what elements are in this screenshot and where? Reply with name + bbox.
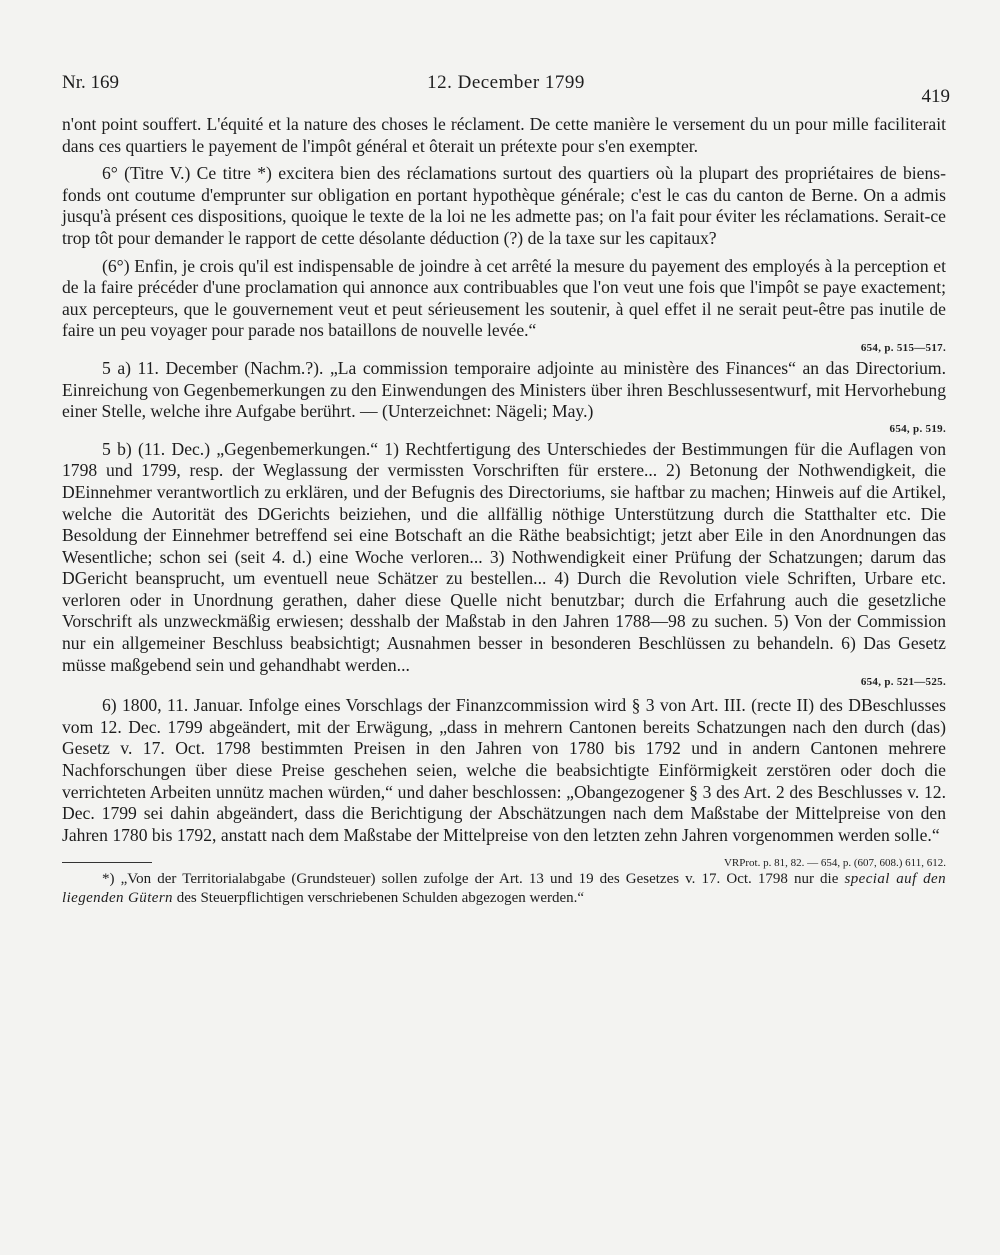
- archive-reference: 654, p. 515—517.: [860, 341, 946, 354]
- archive-reference: 654, p. 521—525.: [860, 676, 946, 689]
- page-header: [62, 72, 950, 107]
- paragraph-continuation: n'ont point souffert. L'équité et la nature des choses le réclament. De cette manière le versement du un pour mille faciliterait dans ces quartiers le payement de l'impôt général et ôterait un prétexte pour s'en exempter.: [62, 114, 946, 156]
- document-number: Nr. 169: [62, 72, 119, 93]
- footnote: [62, 870, 946, 908]
- source-reference: VRProt. p. 81, 82. — 654, p. (607, 608.) 611, 612.: [723, 857, 946, 870]
- page-body: [62, 114, 946, 908]
- footnote-emphasis: special auf den liegenden Gütern: [62, 871, 947, 907]
- footnote-text: „Von der Territorialabgabe (Grundsteuer) sollen zufolge der Art. 13 und 19 des Gesetzes v. 17. Oct. 1798 nur die: [120, 871, 839, 888]
- paragraph-5a: 5 a) 11. December (Nachm.?). „La commission temporaire adjointe au ministère des Finances“ an das Directorium. Einreichung von Gegenbemerkungen zu den Einwendungen des Ministers über ihren Beschlussesentwurf, mit Hervorhebung einer Stelle, welche ihre Aufgabe berührt. — (Unterzeichnet: Nägeli; May.): [62, 357, 946, 422]
- page-number: 419: [921, 86, 950, 107]
- paragraph-enfin: (6°) Enfin, je crois qu'il est indispensable de joindre à cet arrêté la mesure du payement des employés à la perception et de la faire précéder d'une proclamation qui annonce aux contribuables que l'on veut une fois que l'impôt se paye exactement; aux percepteurs, que le gouvernement veut et peut sérieusement les soutenir, à quel effet il ne serait peut-être pas inutile de faire un peu voyager pour parade nos bataillons de nouvelle levée.“: [62, 255, 946, 341]
- document-date: 12. December 1799: [427, 72, 585, 93]
- paragraph-5b: 5 b) (11. Dec.) „Gegenbemerkungen.“ 1) Rechtfertigung des Unterschiedes der Bestimmungen für die Auflagen von 1798 und 1799, resp. der Weglassung der vermissten Vorschriften für erstere... 2) Betonung der Nothwendigkeit, die DEinnehmer verantwortlich zu erklären, und der Befugnis des Directoriums, sie haftbar zu machen; Hinweis auf die Artikel, welche die Autorität des DGerichts beiziehen, und die allfällig nöthige Unterstützung durch die Statthalter etc. Die Besoldung der Einnehmer betreffend sei eine Botschaft an die Räthe beabsichtigt; jetzt aber Eile in den Anordnungen das Wesentliche; schon sei (seit 4. d.) eine Woche verloren... 3) Nothwendigkeit einer Prüfung der Schatzungen; darum das DGericht beansprucht, um eventuell neue Schätzer zu bestellen... 4) Durch die Revolution viele Schriften, Urbare etc. verloren oder in Unordnung gerathen, daher diese Quelle nicht benutzbar; durch die Erfahrung auch die gesetzliche Vorschrift als unzweckmäßig erwiesen; desshalb der Maßstab in den Jahren 1788—98 zu suchen. 5) Von der Commission nur ein allgemeiner Beschluss beabsichtigt; Ausnahmen besser in besonderen Beschlüssen zu behandeln. 6) Das Gesetz müsse maßgebend sein und gehandhabt werden...: [62, 438, 946, 675]
- paragraph-titre-v: 6° (Titre V.) Ce titre *) excitera bien des réclamations surtout des quartiers où la plupart des propriétaires de biens-fonds ont coutume d'emprunter sur obligation en portant hypothèque générale; c'est le cas du canton de Berne. On a admis jusqu'à présent ces dispositions, quoique le texte de la loi ne les admette pas; on l'a fait pour éviter les réclamations. Serait-ce trop tôt pour demander le rapport de cette désolante déduction (?) de la taxe sur les capitaux?: [62, 163, 946, 248]
- footnote-text-end: des Steuerpflichtigen verschriebenen Schulden abgezogen werden.“: [176, 890, 585, 907]
- footnote-marker: *): [102, 871, 115, 888]
- archive-reference: 654, p. 519.: [889, 422, 946, 435]
- paragraph-6: 6) 1800, 11. Januar. Infolge eines Vorschlags der Finanzcommission wird § 3 von Art. III. (recte II) des DBeschlusses vom 12. Dec. 1799 abgeändert, mit der Erwägung, „dass in mehrern Cantonen bereits Schatzungen nach den durch (das) Gesetz v. 17. Oct. 1798 bestimmten Preisen in den Jahren von 1780 bis 1792 und in andern Cantonen mehrere Nachforschungen über diese Preise geschehen seien, welche die beabsichtigte Einförmigkeit zerstören oder doch die verrichteten Arbeiten unnütz machen würden,“ und daher beschlossen: „Obangezogener § 3 des Art. 2 des Beschlusses v. 12. Dec. 1799 sei dahin abgeändert, dass die Berichtigung der Abschätzungen nach dem Maßstabe der Mittelpreise von den Jahren 1780 bis 1792, anstatt nach dem Maßstabe der Mittelpreise von den letzten zehn Jahren vorgenommen werden solle.“: [62, 695, 946, 845]
